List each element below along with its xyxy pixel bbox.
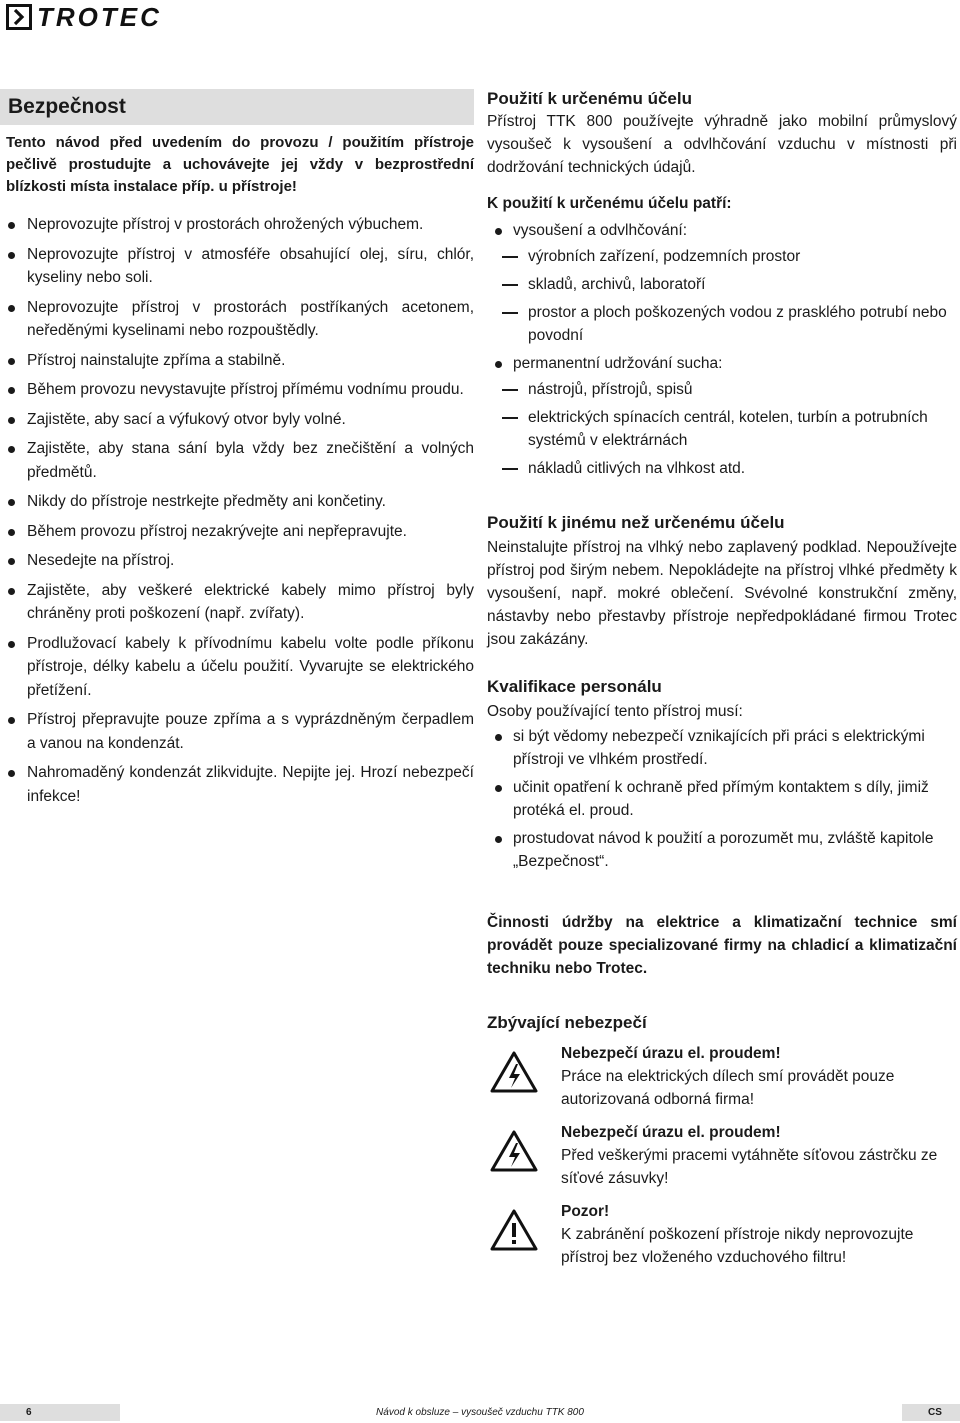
hazard-text: Práce na elektrických dílech smí provádět pouze autorizovaná odborná firma! <box>561 1068 895 1108</box>
hazard-title: Pozor! <box>561 1203 610 1220</box>
list-subitem: skladů, archivů, laboratoří <box>487 273 957 296</box>
hazard-text: Před veškerými pracemi vytáhněte síťovou zástrčku ze síťové zásuvky! <box>561 1147 938 1187</box>
list-item: Zajistěte, aby stana sání byla vždy bez znečištění a volných předmětů. <box>27 437 474 484</box>
list-item: Během provozu nevystavujte přístroj přímému vodnímu proudu. <box>27 378 474 402</box>
list-item: Přístroj nainstalujte zpříma a stabilně. <box>27 349 474 373</box>
residual-hazards-heading: Zbývající nebezpečí <box>487 1013 647 1032</box>
list-item: Prodlužovací kabely k přívodnímu kabelu volte podle příkonu přístroje, délky kabelu a účelu použití. Vyvarujte se elektrického přetížení. <box>27 632 474 703</box>
hazard-block <box>487 1200 957 1269</box>
misuse-heading: Použití k jinému než určenému účelu <box>487 513 785 532</box>
electric-hazard-icon <box>487 1042 561 1111</box>
page-footer <box>0 1404 960 1423</box>
electric-hazard-icon <box>487 1121 561 1190</box>
list-subitem: elektrických spínacích centrál, kotelen, turbín a potrubních systémů v elektrárnách <box>487 406 957 452</box>
intended-use-subheading: K použití k určenému účelu patří: <box>487 195 732 212</box>
list-item: Zajistěte, aby veškeré elektrické kabely mimo přístroj byly chráněny proti poškození (např. zvířaty). <box>27 579 474 626</box>
safety-section <box>0 89 474 814</box>
list-item: Během provozu přístroj nezakrývejte ani nepřepravujte. <box>27 520 474 544</box>
list-item: si být vědomy nebezpečí vznikajících při práci s elektrickými přístroji ve vlhkém prostředí. <box>487 725 957 771</box>
hazard-title: Nebezpečí úrazu el. proudem! <box>561 1124 781 1141</box>
list-subitem: výrobních zařízení, podzemních prostor <box>487 245 957 268</box>
page-number: 6 <box>0 1404 120 1421</box>
qualification-heading: Kvalifikace personálu <box>487 677 662 696</box>
list-item: Neprovozujte přístroj v prostorách ohrožených výbuchem. <box>27 213 474 237</box>
intended-use-list <box>487 219 957 480</box>
safety-list <box>0 213 474 808</box>
list-item: Nahromaděný kondenzát zlikvidujte. Nepijte jej. Hrozí nebezpečí infekce! <box>27 761 474 808</box>
svg-text:TROTEC: TROTEC <box>37 4 162 30</box>
hazard-block <box>487 1121 957 1190</box>
warning-icon <box>487 1200 561 1269</box>
list-item: vysoušení a odvlhčování: <box>487 219 957 242</box>
hazard-title: Nebezpečí úrazu el. proudem! <box>561 1045 781 1062</box>
list-item: permanentní udržování sucha: <box>487 352 957 375</box>
trotec-logo <box>6 4 219 30</box>
list-item: Přístroj přepravujte pouze zpříma a s vyprázdněným čerpadlem a vanou na kondenzát. <box>27 708 474 755</box>
misuse-text: Neinstalujte přístroj na vlhký nebo zaplavený podklad. Nepoužívejte přístroj pod širým nebem. Nepokládejte na přístroj vlhké předměty k vysoušení, např. mokré oblečení. Svévolné konstrukční změny, nástavby nebo přestavby přístroje nepředpokládané firmou Trotec jsou zakázány. <box>487 539 957 648</box>
qualification-intro: Osoby používající tento přístroj musí: <box>487 703 743 720</box>
list-item: prostudovat návod k použití a porozumět mu, zvláště kapitole „Bezpečnost“. <box>487 827 957 873</box>
list-item: Neprovozujte přístroj v prostorách postříkaných acetonem, neředěnými kyselinami nebo rozpouštědly. <box>27 296 474 343</box>
list-subitem: nástrojů, přístrojů, spisů <box>487 378 957 401</box>
qualification-list <box>487 725 957 873</box>
list-item: učinit opatření k ochraně před přímým kontaktem s díly, jimiž protéká el. proud. <box>487 776 957 822</box>
safety-intro: Tento návod před uvedením do provozu / použitím přístroje pečlivě prostudujte a uchovávejte jej vždy v bezprostřední blízkosti místa instalace příp. u přístroje! <box>6 134 474 195</box>
safety-heading: Bezpečnost <box>0 89 474 125</box>
hazard-text: K zabránění poškození přístroje nikdy neprovozujte přístroj bez vloženého vzduchového filtru! <box>561 1226 914 1266</box>
maintenance-note: Činnosti údržby na elektrice a klimatizační technice smí provádět pouze specializované firmy na chladicí a klimatizační techniku nebo Trotec. <box>487 914 957 977</box>
list-subitem: nákladů citlivých na vlhkost atd. <box>487 457 957 480</box>
list-item: Nesedejte na přístroj. <box>27 549 474 573</box>
list-subitem: prostor a ploch poškozených vodou z prasklého potrubí nebo povodní <box>487 301 957 347</box>
list-item: Zajistěte, aby sací a výfukový otvor byly volné. <box>27 408 474 432</box>
list-item: Nikdy do přístroje nestrkejte předměty ani končetiny. <box>27 490 474 514</box>
list-item: Neprovozujte přístroj v atmosféře obsahující olej, síru, chlór, kyseliny nebo soli. <box>27 243 474 290</box>
footer-title: Návod k obsluze – vysoušeč vzduchu TTK 800 <box>376 1407 584 1418</box>
logo-mark-icon <box>6 4 32 30</box>
intended-use-text: Přístroj TTK 800 používejte výhradně jako mobilní průmyslový vysoušeč k vysoušení a odvlhčování vzduchu v místnosti při dodržování technických údajů. <box>487 113 957 176</box>
right-column <box>487 88 957 1269</box>
hazard-block <box>487 1042 957 1111</box>
language-code: CS <box>902 1404 960 1421</box>
intended-use-heading: Použití k určenému účelu <box>487 89 692 108</box>
logo-wordmark <box>37 4 219 30</box>
